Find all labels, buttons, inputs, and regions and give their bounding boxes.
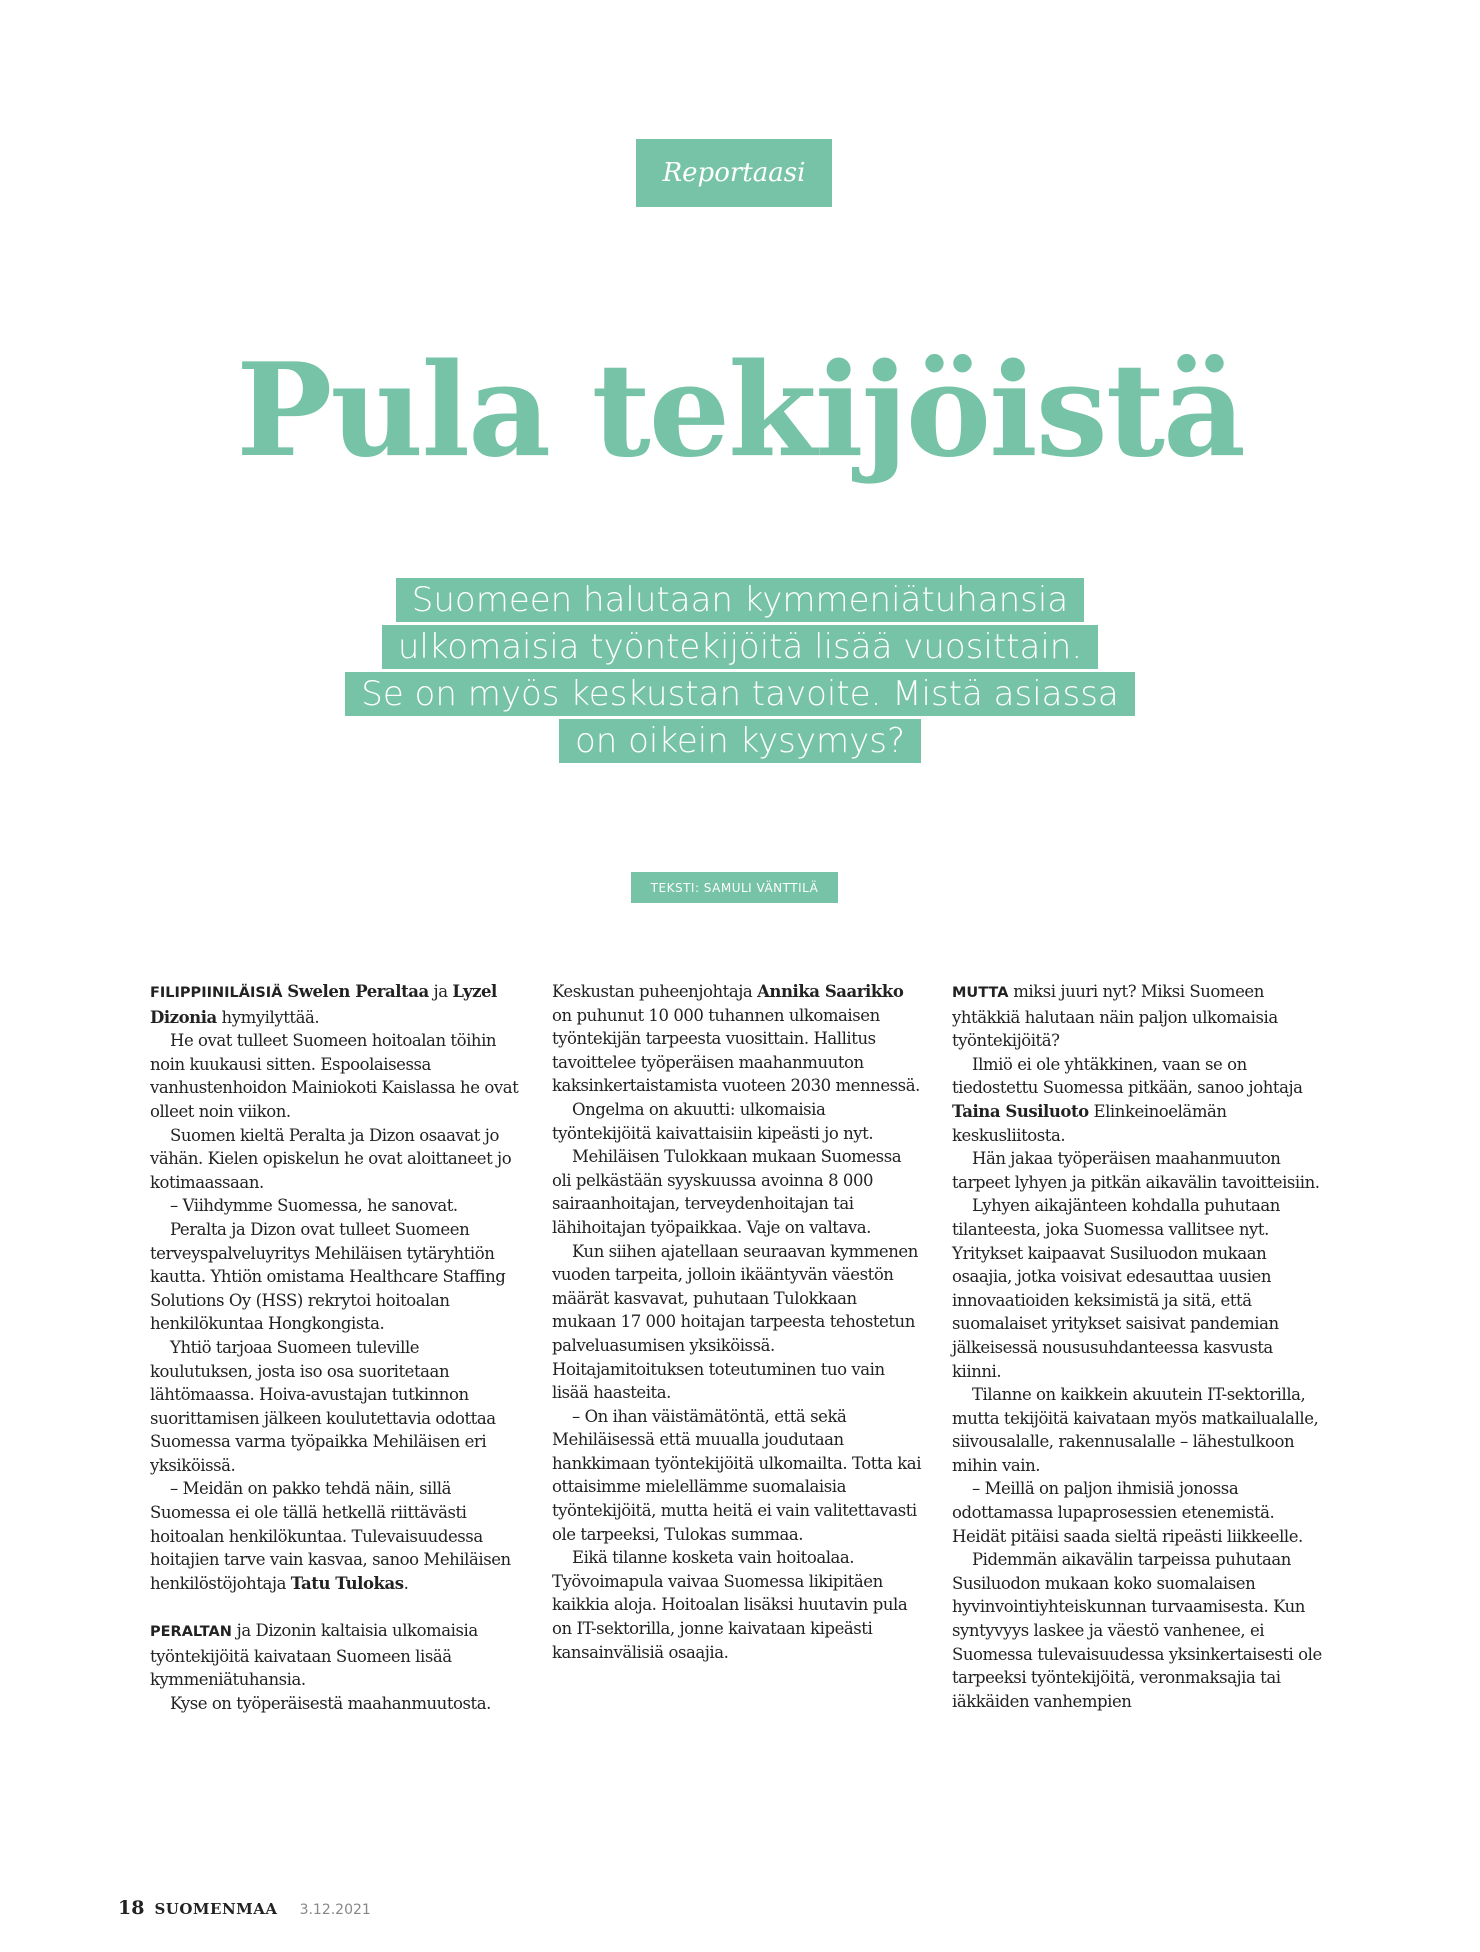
text: ja bbox=[428, 982, 453, 1001]
text: miksi juuri nyt? Miksi Suomeen yhtäkkiä halutaan näin paljon ulkomaisia työntekijöitä? bbox=[952, 982, 1278, 1051]
headline: Pula tekijöistä bbox=[236, 336, 1244, 486]
lede-line: ulkomaisia työntekijöitä lisää vuosittain. bbox=[382, 625, 1098, 669]
text: Ilmiö ei ole yhtäkkinen, vaan se on tiedostettu Suomessa pitkään, sanoo johtaja bbox=[952, 1054, 1303, 1098]
paragraph bbox=[552, 980, 922, 1098]
article-column-1 bbox=[150, 980, 520, 1715]
text: Keskustan puheenjohtaja bbox=[552, 982, 758, 1001]
text: hymyilyttää. bbox=[216, 1007, 320, 1027]
paragraph bbox=[150, 1619, 520, 1692]
person-name: Taina Susiluoto bbox=[952, 1101, 1089, 1121]
paragraph: Kyse on työperäisestä maahanmuutosta. bbox=[170, 1693, 491, 1713]
byline: TEKSTI: SAMULI VÄNTTILÄ bbox=[631, 872, 838, 903]
person-name: Swelen Peraltaa bbox=[287, 982, 429, 1001]
lede bbox=[0, 578, 1480, 766]
lede-line: Suomeen halutaan kymmeniätuhansia bbox=[396, 578, 1084, 622]
paragraph bbox=[952, 980, 1322, 1053]
text: . bbox=[403, 1573, 409, 1593]
article-column-2 bbox=[552, 980, 922, 1664]
lead-in: FILIPPIINILÄISIÄ bbox=[150, 985, 283, 1001]
lead-in: MUTTA bbox=[952, 985, 1009, 1001]
paragraph: Ongelma on akuutti: ulkomaisia työntekijöitä kaivattaisiin kipeästi jo nyt. bbox=[552, 1099, 874, 1143]
paragraph: – On ihan väistämätöntä, että sekä Mehiläisessä että muualla joudutaan hankkimaan työntekijöitä ulkomailta. Totta kai ottaisimme mielellämme suomalaisia työntekijöitä, mutta heitä ei vain valitettavasti ole tarpeeksi, Tulokas summaa. bbox=[552, 1406, 922, 1544]
page-number: 18 bbox=[118, 1897, 145, 1919]
paragraph: Suomen kieltä Peralta ja Dizon osaavat jo vähän. Kielen opiskelun he ovat aloittaneet jo kotimaassaan. bbox=[150, 1125, 512, 1192]
article-column-3 bbox=[952, 980, 1322, 1713]
page-footer bbox=[118, 1897, 371, 1919]
text: on puhunut 10 000 tuhannen ulkomaisen työntekijän tarpeesta vuosittain. Hallitus tavoittelee työperäisen maahanmuuton kaksinkertaistamista vuoteen 2030 mennessä. bbox=[552, 1005, 920, 1096]
text: Elinkeinoelämän keskusliitosta. bbox=[952, 1101, 1227, 1145]
section-tag: Reportaasi bbox=[636, 139, 832, 207]
paragraph: Kun siihen ajatellaan seuraavan kymmenen vuoden tarpeita, jolloin ikääntyvän väestön määrät kasvavat, puhutaan Tulokkaan mukaan 17 000 hoitajan tarpeesta tehostetun palveluasumisen yksiköissä. Hoitajamitoituksen toteutuminen tuo vain lisää haasteita. bbox=[552, 1241, 918, 1403]
lede-line: on oikein kysymys? bbox=[559, 719, 921, 763]
paragraph: – Meillä on paljon ihmisiä jonossa odottamassa lupaprosessien etenemistä. Heidät pitäisi saada sieltä ripeästi liikkeelle. bbox=[952, 1479, 1303, 1546]
text: ja Dizonin kaltaisia ulkomaisia työntekijöitä kaivataan Suomeen lisää kymmeniätuhansia. bbox=[150, 1621, 478, 1690]
paragraph: Tilanne on kaikkein akuutein IT-sektorilla, mutta tekijöitä kaivataan myös matkailualalle, siivousalalle, rakennusalalle – lähestulkoon mihin vain. bbox=[952, 1385, 1319, 1475]
text: – Meidän on pakko tehdä näin, sillä Suomessa ei ole tällä hetkellä riittävästi hoitoalan henkilökuntaa. Tulevaisuudessa hoitajien tarve vain kasvaa, sanoo Mehiläisen henkilöstöjohtaja bbox=[150, 1479, 511, 1593]
paragraph: Eikä tilanne kosketa vain hoitoalaa. Työvoimapula vaivaa Suomessa likipitäen kaikkia aloja. Hoitoalan lisäksi huutavin pula on IT-sektorilla, jonne kaivataan kipeästi kansainvälisiä osaajia. bbox=[552, 1548, 908, 1662]
person-name: Annika Saarikko bbox=[757, 982, 904, 1001]
paragraph bbox=[150, 980, 520, 1029]
paragraph: Mehiläisen Tulokkaan mukaan Suomessa oli pelkästään syyskuussa avoinna 8 000 sairaanhoitajan, terveydenhoitajan tai lähihoitajan työpaikkaa. Vaje on valtava. bbox=[552, 1147, 902, 1237]
paragraph bbox=[952, 1053, 1322, 1147]
person-name: Tatu Tulokas bbox=[290, 1573, 404, 1593]
lead-in: PERALTAN bbox=[150, 1624, 232, 1641]
paragraph: Hän jakaa työperäisen maahanmuuton tarpeet lyhyen ja pitkän aikavälin tavoitteisiin. bbox=[952, 1149, 1320, 1192]
paragraph: Peralta ja Dizon ovat tulleet Suomeen terveyspalveluyritys Mehiläisen tytäryhtiön kautta. Yhtiön omistama Healthcare Staffing Solutions Oy (HSS) rekrytoi hoitoalan henkilökuntaa Hongkongista. bbox=[150, 1219, 506, 1334]
lede-line: Se on myös keskustan tavoite. Mistä asiassa bbox=[345, 672, 1135, 716]
person-name: Lyzel Dizonia bbox=[150, 982, 497, 1027]
issue-date: 3.12.2021 bbox=[299, 1902, 371, 1918]
paragraph: Lyhyen aikajänteen kohdalla puhutaan tilanteesta, joka Suomessa vallitsee nyt. Yritykset kaipaavat Susiluodon mukaan osaajia, jotka voisivat edesauttaa uusien innovaatioiden keksimistä ja sitä, että suomalaiset yritykset saisivat pandemian jälkeisessä noususuhdanteessa kasvusta kiinni. bbox=[952, 1196, 1280, 1381]
paragraph: Pidemmän aikavälin tarpeissa puhutaan Susiluodon mukaan koko suomalaisen hyvinvointiyhteiskunnan turvaamisesta. Kun syntyvyys laskee ja väestö vanhenee, ei Suomessa tulevaisuudessa yksinkertaisesti ole tarpeeksi työntekijöitä, veronmaksajia tai iäkkäiden vanhempien bbox=[952, 1550, 1322, 1711]
paragraph bbox=[150, 1477, 520, 1595]
paragraph: He ovat tulleet Suomeen hoitoalan töihin noin kuukausi sitten. Espoolaisessa vanhustenhoidon Mainiokoti Kaislassa he ovat olleet noin viikon. bbox=[150, 1031, 519, 1121]
paragraph: – Viihdymme Suomessa, he sanovat. bbox=[170, 1196, 458, 1216]
paragraph: Yhtiö tarjoaa Suomeen tuleville koulutuksen, josta iso osa suoritetaan lähtömaassa. Hoiva-avustajan tutkinnon suorittamisen jälkeen koulutettavia odottaa Suomessa varma työpaikka Mehiläisen eri yksiköissä. bbox=[150, 1337, 496, 1475]
magazine-name: SUOMENMAA bbox=[154, 1900, 278, 1918]
